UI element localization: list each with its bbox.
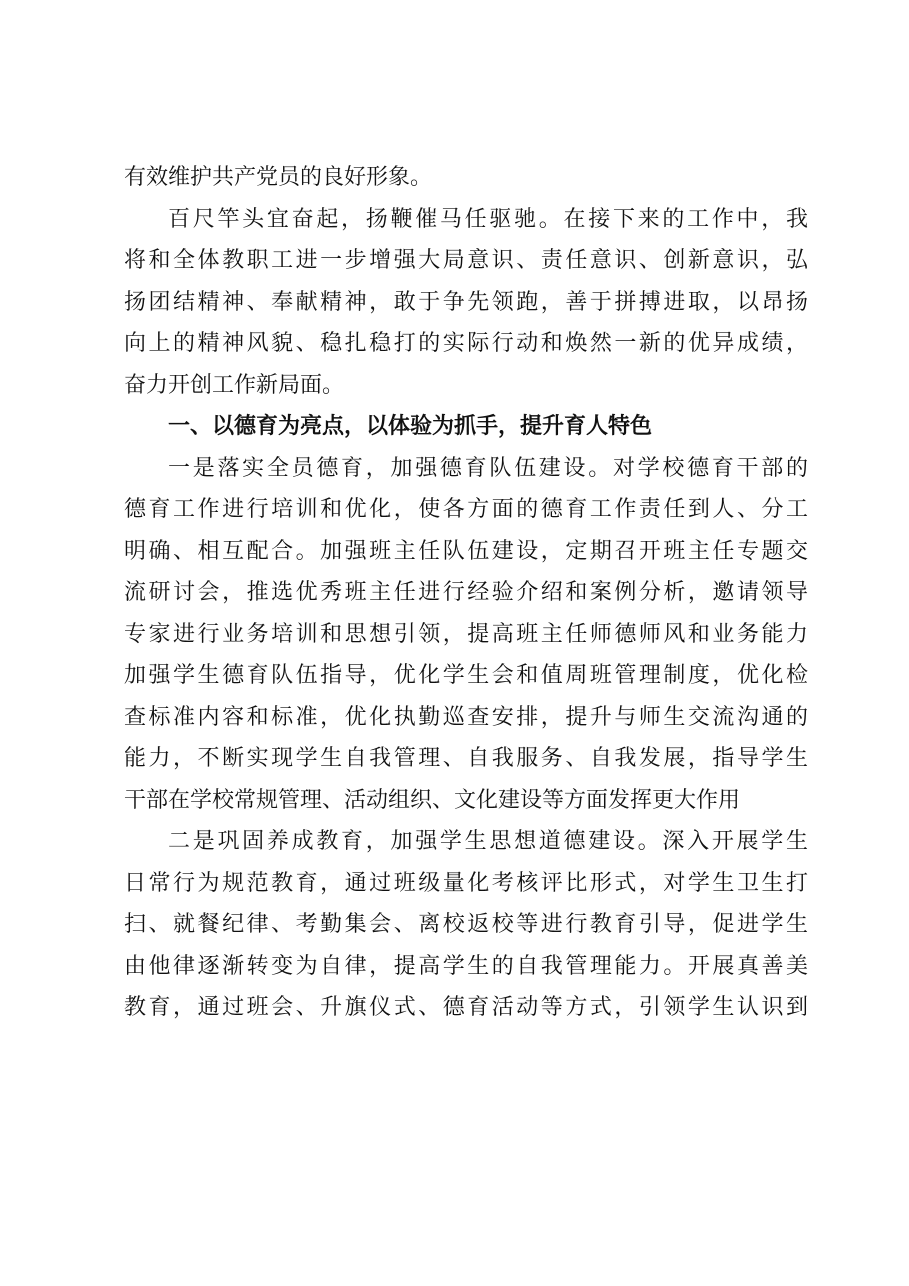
document-body bbox=[124, 157, 808, 1029]
section-heading: 一、以德育为亮点，以体验为抓手，提升育人特色 bbox=[168, 414, 653, 439]
paragraph-line: 教育，通过班会、升旗仪式、德育活动等方式，引领学生认识到 bbox=[124, 995, 808, 1020]
paragraph-line: 由他律逐渐转变为自律，提高学生的自我管理能力。开展真善美 bbox=[124, 953, 808, 979]
paragraph-line: 一是落实全员德育，加强德育队伍建设。对学校德育干部的 bbox=[168, 455, 808, 481]
paragraph-line: 将和全体教职工进一步增强大局意识、责任意识、创新意识，弘 bbox=[124, 248, 808, 273]
paragraph-line: 干部在学校常规管理、活动组织、文化建设等方面发挥更大作用 bbox=[124, 787, 741, 813]
paragraph-line: 百尺竿头宜奋起，扬鞭催马任驱驰。在接下来的工作中，我 bbox=[168, 206, 808, 232]
paragraph-line: 日常行为规范教育，通过班级量化考核评比形式，对学生卫生打 bbox=[124, 870, 808, 896]
paragraph-line: 有效维护共产党员的良好形象。 bbox=[124, 165, 433, 190]
paragraph-line: 查标准内容和标准，优化执勤巡查安排，提升与师生交流沟通的 bbox=[124, 704, 808, 730]
paragraph-line: 流研讨会，推选优秀班主任进行经验介绍和案例分析，邀请领导 bbox=[124, 580, 808, 605]
paragraph-line: 二是巩固养成教育，加强学生思想道德建设。深入开展学生 bbox=[168, 829, 808, 854]
paragraph-line: 向上的精神风貌、稳扎稳打的实际行动和焕然一新的优异成绩， bbox=[124, 331, 808, 356]
paragraph-line: 德育工作进行培训和优化，使各方面的德育工作责任到人、分工 bbox=[124, 497, 808, 522]
paragraph-line: 专家进行业务培训和思想引领，提高班主任师德师风和业务能力 bbox=[124, 621, 808, 647]
paragraph-line: 扫、就餐纪律、考勤集会、离校返校等进行教育引导，促进学生 bbox=[124, 912, 808, 937]
paragraph-line: 明确、相互配合。加强班主任队伍建设，定期召开班主任专题交 bbox=[124, 538, 808, 564]
paragraph-line: 扬团结精神、奉献精神，敢于争先领跑，善于拼搏进取，以昂扬 bbox=[124, 289, 808, 315]
paragraph-line: 加强学生德育队伍指导，优化学生会和值周班管理制度，优化检 bbox=[124, 663, 808, 688]
paragraph-line: 能力，不断实现学生自我管理、自我服务、自我发展，指导学生 bbox=[124, 746, 808, 771]
paragraph-line: 奋力开创工作新局面。 bbox=[124, 372, 345, 398]
